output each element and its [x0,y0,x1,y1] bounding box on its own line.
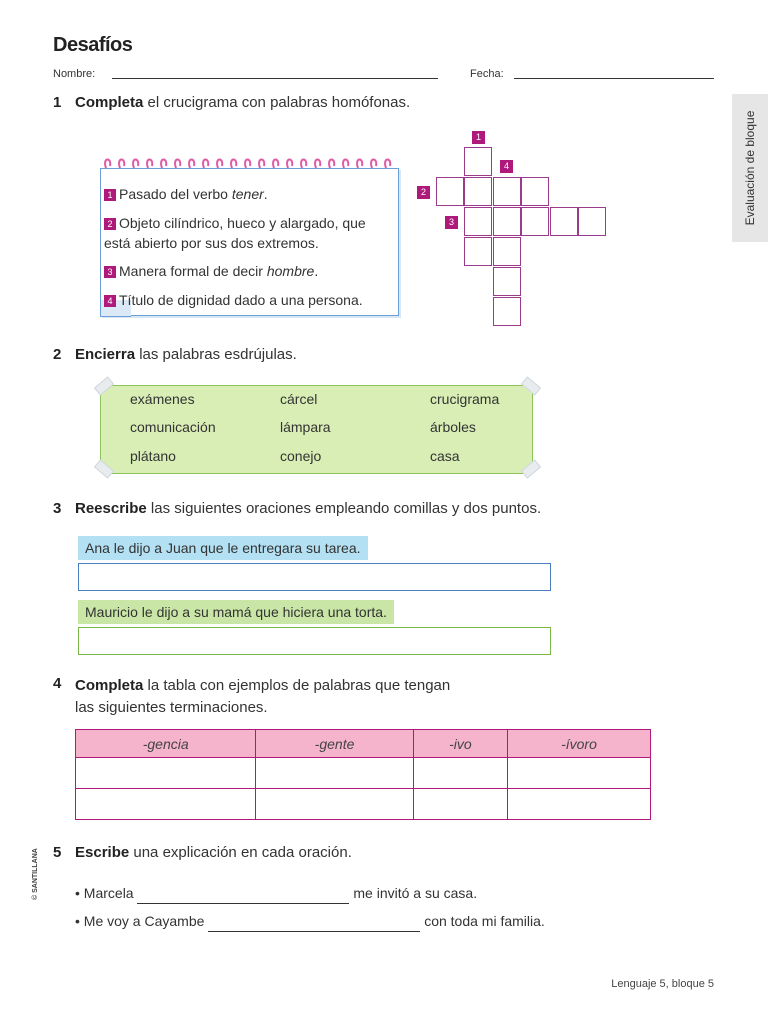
q4-text-2: las siguientes terminaciones. [75,699,268,716]
clue-3-end: . [314,263,319,279]
clue-2 [104,213,394,253]
grid-number-3: 3 [445,216,458,229]
word-item[interactable]: exámenes [130,391,195,407]
sentence-2: Mauricio le dijo a su mamá que hiciera una torta. [78,600,394,624]
crossword-cell[interactable] [521,177,549,206]
q1-instruction [75,94,410,111]
page-title: Desafíos [53,34,133,56]
crossword-cell[interactable] [550,207,578,236]
word-item[interactable]: conejo [280,448,322,464]
fill-blank-2[interactable] [208,915,420,932]
table-cell[interactable] [256,758,413,789]
copyright: © SANTILLANA [32,848,39,900]
sentence-1-after: me invitó a su casa. [353,885,478,901]
grid-number-2: 2 [417,186,430,199]
table-cell[interactable] [76,789,256,820]
q2-number: 2 [53,346,62,363]
word-item[interactable]: cárcel [280,391,318,407]
table-cell[interactable] [413,789,507,820]
crossword-cell[interactable] [464,237,492,266]
q4-instruction [75,675,450,719]
crossword-cell[interactable] [493,297,521,326]
clue-1-italic: tener [231,186,264,202]
crossword-cell[interactable] [493,237,521,266]
column-header: -gencia [76,730,256,758]
clue-1-end: . [263,186,268,202]
sentence-2-before: Me voy a Cayambe [83,913,205,929]
clue-2-text: Objeto cilíndrico, hueco y alargado, que está abierto por sus dos extremos. [104,215,366,251]
table-row [76,758,651,789]
table-row [76,789,651,820]
word-item[interactable]: plátano [130,448,176,464]
column-header: -gente [256,730,413,758]
clue-3-italic: hombre [266,263,315,279]
q3-number: 3 [53,500,62,517]
sentence-1-before: Marcela [83,885,134,901]
q3-verb: Reescribe [75,500,147,517]
sentence-2-after: con toda mi familia. [424,913,545,929]
word-item[interactable]: casa [430,448,460,464]
grid-number-1: 1 [472,131,485,144]
clue-4 [104,290,394,310]
clue-3-number: 3 [104,266,116,278]
crossword-cell[interactable] [521,207,549,236]
crossword-cell[interactable] [436,177,464,206]
q1-text: el crucigrama con palabras homófonas. [147,94,411,111]
q1-verb: Completa [75,94,144,111]
page-footer: Lenguaje 5, bloque 5 [611,978,714,990]
answer-field-1[interactable] [78,563,551,591]
clue-3-text: Manera formal de decir [119,263,267,279]
terminations-table [75,729,651,820]
q4-verb: Completa [75,677,144,694]
clue-1-text: Pasado del verbo [119,186,232,202]
q5-instruction [75,844,352,861]
table-header-row [76,730,651,758]
q4-text-1: la tabla con ejemplos de palabras que tengan [147,677,451,694]
q5-text: una explicación en cada oración. [133,844,352,861]
q4-number: 4 [53,675,62,692]
sentence-1: Ana le dijo a Juan que le entregara su tarea. [78,536,368,560]
crossword-cell[interactable] [493,267,521,296]
q2-instruction [75,346,297,363]
clue-4-text: Título de dignidad dado a una persona. [119,292,363,308]
q2-verb: Encierra [75,346,136,363]
crossword-cell[interactable] [464,207,492,236]
word-item[interactable]: lámpara [280,419,331,435]
table-cell[interactable] [76,758,256,789]
table-cell[interactable] [507,758,650,789]
column-header: -ívoro [507,730,650,758]
clue-3 [104,261,394,281]
spiral-binding [100,151,397,173]
word-item[interactable]: crucigrama [430,391,500,407]
crossword-cell[interactable] [464,147,492,176]
q5-verb: Escribe [75,844,130,861]
clue-1-number: 1 [104,189,116,201]
table-cell[interactable] [256,789,413,820]
crossword-cell[interactable] [493,207,521,236]
crossword-cell[interactable] [464,177,492,206]
sentence-item-1 [75,885,477,904]
clue-1 [104,184,394,204]
q5-number: 5 [53,844,62,861]
q3-text: las siguientes oraciones empleando comillas y dos puntos. [150,500,542,517]
bullet: • [75,885,80,901]
q2-text: las palabras esdrújulas. [139,346,297,363]
clue-4-number: 4 [104,295,116,307]
name-label: Nombre: [53,68,96,80]
grid-number-4: 4 [500,160,513,173]
clue-2-number: 2 [104,218,116,230]
word-item[interactable]: comunicación [130,419,216,435]
table-cell[interactable] [507,789,650,820]
answer-field-2[interactable] [78,627,551,655]
name-field[interactable] [112,78,438,79]
crossword-cell[interactable] [578,207,606,236]
date-label: Fecha: [470,68,504,80]
fill-blank-1[interactable] [137,887,349,904]
table-cell[interactable] [413,758,507,789]
bullet: • [75,913,80,929]
q1-number: 1 [53,94,62,111]
sentence-item-2 [75,913,545,932]
side-tab [732,94,768,242]
date-field[interactable] [514,78,714,79]
word-item[interactable]: árboles [430,419,476,435]
q3-instruction [75,500,541,517]
crossword-cell[interactable] [493,177,521,206]
side-tab-label: Evaluación de bloque [743,110,757,226]
column-header: -ivo [413,730,507,758]
